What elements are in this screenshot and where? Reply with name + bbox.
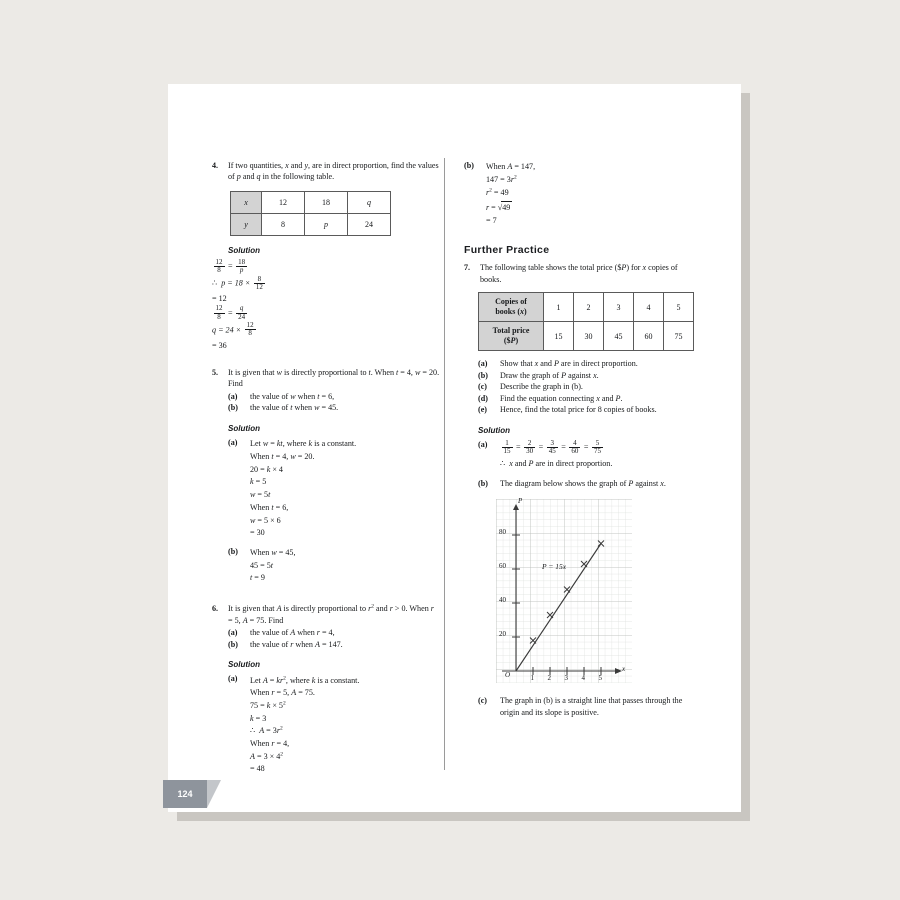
question-7-stem: The following table shows the total price ($P) for x copies of books. [480,263,678,284]
part-label: (c) [478,696,487,706]
table-cell: 75 [664,322,694,351]
q6a-line-7: $A = 3 \times 4^2$ [250,750,284,761]
fraction-denominator: 75 [594,447,601,456]
fraction-denominator: p [236,266,247,274]
q7c-text: The graph in (b) is a straight line that passes through the origin and its slope is positive. [500,696,683,717]
part-label: (b) [228,639,238,649]
fraction-numerator: 18 [238,257,246,266]
y-tick-label-80: 80 [499,528,506,537]
table-cell: 3 [604,293,634,322]
q6b-line-2: $147 = 3r^2$ [486,174,517,184]
fraction-denominator: 8 [214,266,225,274]
table-cell: 1 [544,293,574,322]
q7a-conclusion: ∴ x and P are in direct proportion. [500,458,613,468]
y-tick-label-40: 40 [499,596,506,605]
part-label: (b) [464,161,474,170]
question-7-number: 7. [464,263,471,273]
q5a-line-4: k = 5 [250,477,267,487]
q5a-line-2: When t = 4, w = 20. [250,452,315,462]
question-7-part-b [478,370,694,381]
q7a-fraction-chain: $\frac{1}{15}$ = $\frac{2}{30}$ = $\frac{3}{45}$ = $\frac{4}{60}$ = $\frac{5}{75}$ [503,438,601,456]
x-tick-label-5: 5 [598,674,602,683]
q6a-line-2: When r = 5, A = 75. [250,688,315,698]
question-4-stem: If two quantities, x and y, are in direct proportion, find the values of p and q in the following table. [228,161,439,182]
question-7-part-e [478,404,694,415]
q4-step-2-text: p = 18 × [221,278,251,288]
part-label: (c) [478,382,487,392]
y-tick-label-20: 20 [499,630,506,639]
question-6 [212,603,440,650]
q5a-line-3: 20 = k × 4 [250,464,283,474]
q4-step-5-text: q = 24 × [212,325,242,335]
x-axis-label: x [622,665,626,674]
question-7-part-d [478,393,694,404]
table-row [479,293,694,322]
question-6-part-b [228,639,440,650]
fraction-numerator: 2 [527,438,532,447]
right-column [464,160,694,718]
fraction-numerator: 3 [550,438,554,447]
part-label: (a) [228,438,238,448]
question-6-stem: It is given that A is directly proportional to $r^2$ and r > 0. When r = 5, A = 75. Find [228,603,434,625]
q4-step-6: = 36 [212,340,227,350]
part-label: (a) [478,359,488,369]
part-label: (e) [478,405,487,415]
question-6-number: 6. [212,604,219,614]
page-tab-fold [207,780,221,808]
fraction-denominator: 30 [526,447,534,456]
table-row [479,322,694,351]
q7-solution-b [478,478,694,489]
left-column [212,160,440,776]
table-cell: 18 [305,191,348,213]
table-cell: 30 [574,322,604,351]
q5a-line-5: w = 5t [250,490,271,500]
table-cell: 2 [574,293,604,322]
further-practice-heading: Further Practice [464,244,550,257]
question-7 [464,262,694,285]
q4-step-2: ∴ p = 18 × $\frac{8}{12}$ [212,274,263,292]
fraction-numerator: 12 [215,257,223,266]
table-row [231,213,391,235]
question-5-solution-label: Solution [228,423,260,433]
q5-solution-b [228,546,440,585]
table-row-header: Total price ($P) [479,322,544,351]
part-text: Describe the graph in (b). [500,382,583,392]
graph-p-against-x [496,499,632,683]
question-7-part-a [478,358,694,369]
page-number: 124 [177,789,193,799]
fraction-denominator: 45 [548,447,556,456]
question-5-number: 5. [212,367,219,377]
fraction-numerator: 4 [573,438,577,447]
y-tick-label-60: 60 [499,562,506,571]
part-text: Hence, find the total price for 8 copies of books. [500,405,657,415]
question-7-table [478,292,694,351]
q6b-line-4: r = √49 [486,203,511,213]
part-label: (a) [228,391,238,401]
part-text: the value of w when t = 6, [250,391,335,401]
table-cell: 4 [634,293,664,322]
part-label: (b) [228,403,238,413]
part-label: (b) [478,370,488,380]
table-cell: 12 [262,191,305,213]
table-row-header: Copies of books (x) [479,293,544,322]
part-label: (b) [228,546,238,556]
q6a-line-5: ∴ $A = 3r^2$ [250,725,283,736]
part-label: (b) [478,478,488,488]
question-4-solution-label: Solution [228,245,260,255]
fraction-denominator: 15 [503,447,511,456]
x-tick-label-1: 1 [530,674,534,683]
table-row [231,191,391,213]
origin-label: O [505,671,511,680]
q5a-line-6: When t = 6, [250,502,289,512]
q6a-line-6: When r = 4, [250,738,290,748]
fraction-numerator: 5 [595,438,600,447]
q6b-line-1: When A = 147, [486,162,536,172]
fraction-denominator: 8 [214,313,225,321]
q5b-line-2: 45 = 5t [250,560,274,570]
q6a-line-8: = 48 [250,764,265,774]
fraction-numerator: 1 [505,438,509,447]
question-7-solution-label: Solution [478,425,510,435]
table-cell: 60 [634,322,664,351]
x-tick-label-4: 4 [581,674,585,683]
table-cell: 24 [348,213,391,235]
table-cell: q [348,191,391,213]
column-divider [444,158,445,770]
q4-step-5 [212,323,440,339]
q4-step-3: = 12 [212,294,227,304]
question-4-table [230,191,391,236]
q4-step-4: $\frac{12}{8}$ = $\frac{q}{24}$ [215,304,246,321]
q4-step-1: $\frac{12}{8}$ = $\frac{18}{p}$ [215,257,246,275]
table-cell: 5 [664,293,694,322]
part-text: the value of r when A = 147. [250,639,343,649]
fraction-numerator: 8 [257,274,262,283]
q6a-line-1: Let $A = kr^2$, where k is a constant. [250,674,360,685]
radicand: 49 [502,203,511,213]
q6a-line-4: k = 3 [250,713,267,723]
fraction-denominator: 8 [245,329,256,337]
part-text: Find the equation connecting x and P. [500,393,623,403]
q5a-line-1: Let w = kt, where k is a constant. [250,439,357,449]
fraction-denominator: 12 [255,283,263,292]
y-axis-label: P [518,497,523,506]
q6-solution-b [464,160,694,227]
part-text: the value of A when r = 4, [250,628,335,638]
question-5-stem: It is given that w is directly proportional to t. When t = 4, w = 20. Find [228,367,440,389]
table-cell: 45 [604,322,634,351]
equation-annotation: P = 15x [542,562,567,572]
q7-solution-c [478,695,694,718]
q6a-line-3: $75 = k \times 5^2$ [250,700,286,710]
graph-svg [496,499,632,683]
table-cell: 15 [544,322,574,351]
part-text: Draw the graph of P against x. [500,370,599,380]
q6-solution-a [228,673,440,776]
table-row-header: y [231,213,262,235]
fraction-denominator: 24 [238,312,246,321]
question-6-solution-label: Solution [228,659,260,669]
part-label: (a) [228,674,238,684]
question-4 [212,160,440,183]
part-label: (a) [228,628,238,638]
q7b-text: The diagram below shows the graph of P against x. [500,478,666,488]
table-row-header: x [231,191,262,213]
x-tick-label-3: 3 [564,674,568,683]
part-text: the value of t when w = 45. [250,403,339,413]
question-6-part-a [228,627,440,638]
q5b-line-1: When w = 45, [250,548,296,558]
q5a-line-8: = 30 [250,528,265,538]
q6b-line-3: $r^2 = 49$ [486,186,509,197]
graph-container [496,499,694,683]
q5a-line-7: w = 5 × 6 [250,515,281,525]
radical-sign: √ [497,203,503,213]
q5b-line-3: t = 9 [250,573,265,583]
fraction-numerator: 12 [246,321,254,330]
question-5-part-a [228,391,440,402]
part-text: Show that x and P are in direct proportion. [500,359,638,369]
question-4-number: 4. [212,161,219,170]
part-label: (d) [478,393,488,403]
question-5-part-b [228,402,440,413]
q7-solution-a [478,439,694,471]
q6b-line-5: = 7 [486,215,497,225]
fraction-denominator: 60 [571,447,579,456]
fraction-numerator: 12 [215,304,223,313]
part-label: (a) [478,440,488,450]
fraction-numerator: q [239,304,244,313]
x-tick-label-2: 2 [547,674,551,683]
question-7-part-c [478,381,694,392]
question-5 [212,367,440,414]
table-cell: 8 [262,213,305,235]
table-cell: p [305,213,348,235]
q5-solution-a [228,437,440,540]
